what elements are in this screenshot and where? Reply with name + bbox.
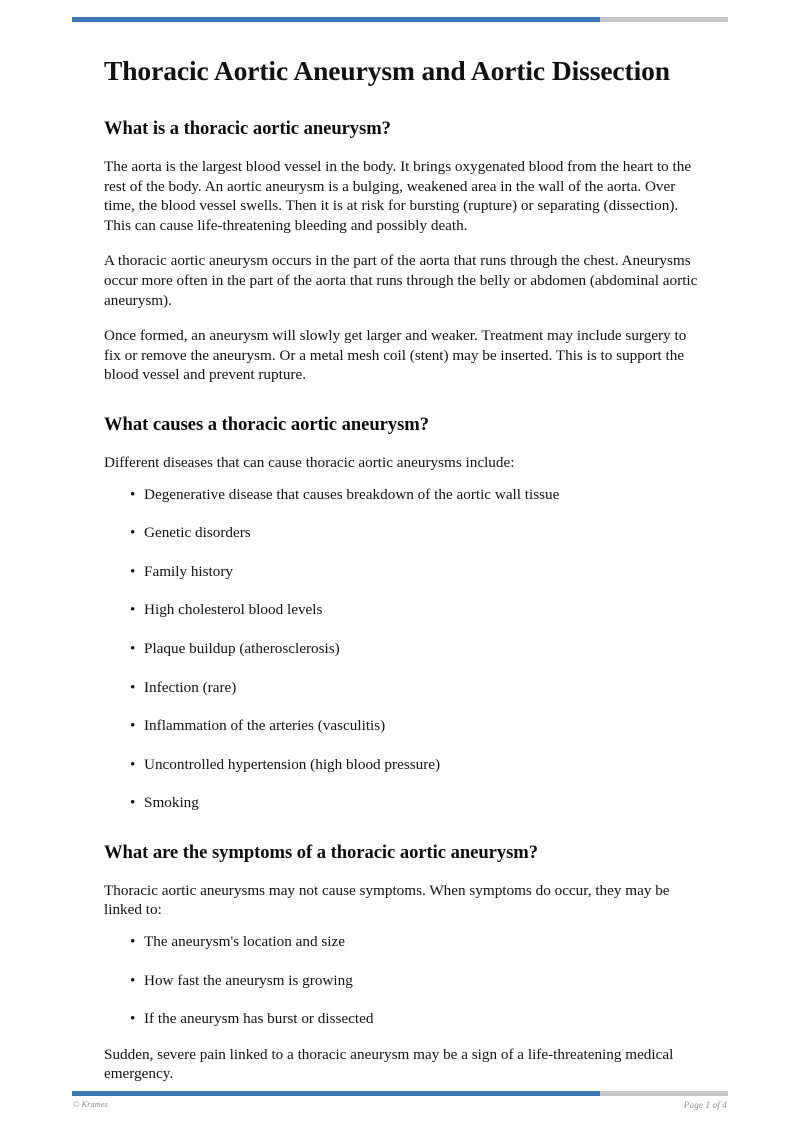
bullet-icon: •: [130, 794, 136, 812]
list-item: [104, 639, 706, 659]
list-item-label: Inflammation of the arteries (vasculitis): [144, 717, 386, 735]
bullet-icon: •: [130, 1010, 136, 1028]
paragraph: Once formed, an aneurysm will slowly get larger and weaker. Treatment may include surgery to fix or remove the aneurysm. Or a metal mesh coil (stent) may be inserted. This is to support the blood vessel and prevent rupture.: [104, 327, 687, 384]
paragraph: A thoracic aortic aneurysm occurs in the part of the aorta that runs through the chest. Aneurysms occur more often in the part of the aorta that runs through the belly or abdomen (abdominal aortic aneurysm).: [104, 252, 698, 309]
list-item-label: Degenerative disease that causes breakdown of the aortic wall tissue: [144, 485, 560, 503]
list-item-label: Infection (rare): [144, 678, 237, 696]
list-item: [104, 793, 706, 813]
causes-list: [104, 485, 706, 813]
header-rule-blue-accent: [72, 17, 600, 22]
list-item: [104, 485, 706, 505]
bullet-icon: •: [130, 755, 136, 773]
list-item-label: High cholesterol blood levels: [144, 601, 323, 619]
page-title: Thoracic Aortic Aneurysm and Aortic Dissection: [104, 55, 670, 86]
header-rule: [72, 17, 728, 22]
paragraph: Thoracic aortic aneurysms may not cause symptoms. When symptoms do occur, they may be linked to:: [104, 881, 670, 919]
list-item-label: Genetic disorders: [144, 524, 251, 542]
list-item: [104, 1009, 706, 1029]
document-content: [104, 52, 706, 1084]
paragraph: Sudden, severe pain linked to a thoracic aneurysm may be a sign of a life-threatening medical emergency.: [104, 1045, 674, 1083]
bullet-icon: •: [130, 485, 136, 503]
page-footer: [72, 1100, 728, 1116]
page-number: Page 1 of 4: [683, 1100, 727, 1110]
bullet-icon: •: [130, 678, 136, 696]
list-item: [104, 562, 706, 582]
section-heading-what-causes: What causes a thoracic aortic aneurysm?: [104, 413, 429, 435]
list-item-label: How fast the aneurysm is growing: [144, 971, 353, 989]
paragraph: Different diseases that can cause thoracic aortic aneurysms include:: [104, 453, 515, 471]
section-heading-symptoms: What are the symptoms of a thoracic aortic aneurysm?: [104, 841, 538, 863]
list-item-label: Family history: [144, 562, 234, 580]
list-item: [104, 716, 706, 736]
symptoms-list: [104, 932, 706, 1029]
list-item: [104, 678, 706, 698]
footer-rule: [72, 1091, 728, 1096]
copyright-text: © Krames: [73, 1100, 108, 1109]
list-item-label: Smoking: [144, 794, 199, 812]
bullet-icon: •: [130, 601, 136, 619]
list-item-label: Plaque buildup (atherosclerosis): [144, 639, 340, 657]
list-item-label: If the aneurysm has burst or dissected: [144, 1010, 374, 1028]
bullet-icon: •: [130, 717, 136, 735]
bullet-icon: •: [130, 639, 136, 657]
list-item: [104, 971, 706, 991]
list-item: [104, 932, 706, 952]
list-item: [104, 600, 706, 620]
list-item: [104, 755, 706, 775]
footer-rule-blue-accent: [72, 1091, 600, 1096]
paragraph: The aorta is the largest blood vessel in the body. It brings oxygenated blood from the heart to the rest of the body. An aortic aneurysm is a bulging, weakened area in the wall of the aorta. Over time, the blood vessel swells. Then it is at risk for bursting (rupture) or separating (dissection). This can cause life-threatening bleeding and possibly death.: [104, 158, 692, 234]
list-item-label: The aneurysm's location and size: [144, 933, 345, 951]
list-item-label: Uncontrolled hypertension (high blood pressure): [144, 755, 441, 773]
bullet-icon: •: [130, 524, 136, 542]
bullet-icon: •: [130, 562, 136, 580]
bullet-icon: •: [130, 971, 136, 989]
list-item: [104, 523, 706, 543]
bullet-icon: •: [130, 933, 136, 951]
section-heading-what-is: What is a thoracic aortic aneurysm?: [104, 118, 391, 139]
